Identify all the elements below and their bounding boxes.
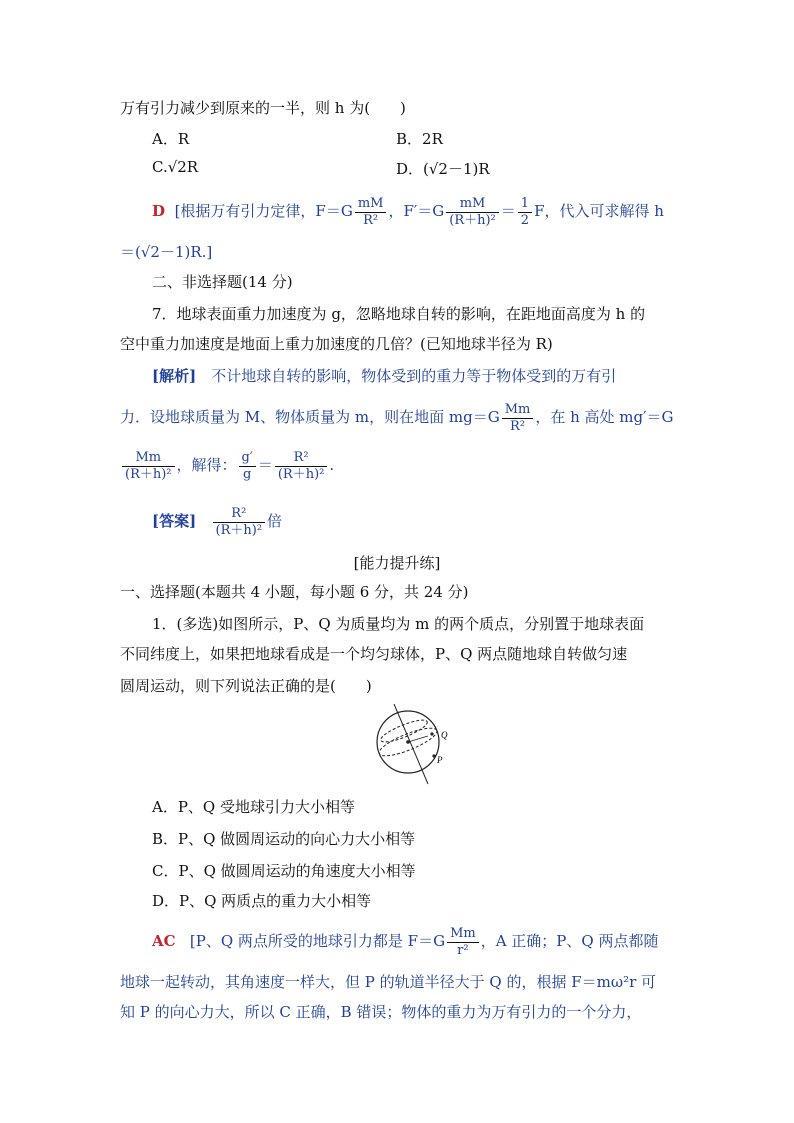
q1-option-c: C．P、Q 做圆周运动的角速度大小相等: [152, 862, 416, 880]
fraction-numerator: mM: [446, 196, 499, 213]
section-choice-title: 一、选择题(本题共 4 小题，每小题 6 分，共 24 分): [120, 583, 469, 601]
q6-option-a: A．R: [152, 130, 190, 148]
q1-answer-text1a: [P、Q 两点所受的地球引力都是 F＝G: [189, 932, 446, 950]
q6-answer-text4: F，代入可求解得 h: [534, 202, 664, 220]
fraction-denominator: r²: [457, 942, 469, 958]
fraction-denominator: 2: [520, 212, 530, 228]
fraction-numerator: R²: [213, 506, 266, 523]
q1-option-b: B．P、Q 做圆周运动的向心力大小相等: [152, 830, 416, 848]
q6-answer-text3: ＝: [500, 202, 516, 220]
fraction-numerator: 1: [518, 196, 532, 213]
earth-figure: [370, 700, 460, 786]
radius-line: [408, 736, 428, 742]
q7-answer-fraction: [213, 506, 266, 539]
q6-answer-text1: [根据万有引力定律，F＝G: [174, 202, 353, 220]
q6-option-c: C.√2R: [152, 158, 199, 176]
q1-answer-line1: [152, 924, 658, 959]
q6-stem-tail: 万有引力减少到原来的一半，则 h 为( ): [120, 99, 406, 117]
q7-fraction-d: [275, 450, 328, 483]
q6-answer-letter: D: [152, 202, 166, 220]
q1-stem-line2: 不同纬度上，如果把地球看成是一个均匀球体，P、Q 两点随地球自转做匀速: [120, 645, 628, 663]
q7-analysis-text3a: ，解得：: [176, 456, 237, 474]
fraction-numerator: Mm: [122, 450, 175, 467]
fraction-numerator: R²: [275, 450, 328, 467]
answer-tag: [答案]: [152, 512, 197, 530]
q7-fraction-c: [239, 450, 256, 483]
fraction-numerator: Mm: [502, 402, 534, 419]
fraction-denominator: R²: [510, 418, 526, 434]
q7-analysis-line2: [120, 400, 674, 435]
q7-answer-line: [152, 504, 282, 539]
fraction-denominator: g: [243, 466, 252, 482]
q7-analysis-text1: 不计地球自转的影响，物体受到的重力等于物体受到的万有引: [196, 367, 617, 385]
q1-option-d: D．P、Q 两质点的重力大小相等: [152, 892, 372, 910]
q1-option-a: A．P、Q 受地球引力大小相等: [152, 798, 355, 816]
q7-analysis-text2b: ，在 h 高处 mg′＝G: [535, 408, 674, 426]
q7-answer-suffix: 倍: [267, 512, 283, 530]
section-non-choice-title: 二、非选择题(14 分): [152, 273, 293, 291]
q7-stem-line1: 7．地球表面重力加速度为 g，忽略地球自转的影响，在距地面高度为 h 的: [152, 305, 646, 323]
q1-stem-line1: 1．(多选)如图所示，P、Q 为质量均为 m 的两个质点，分别置于地球表面: [152, 615, 645, 633]
q1-answer-line3: 知 P 的向心力大，所以 C 正确，B 错误；物体的重力为万有引力的一个分力，: [120, 1003, 642, 1021]
q1-stem-line3: 圆周运动，则下列说法正确的是( ): [120, 677, 372, 695]
q7-analysis-line3: [120, 448, 334, 483]
q7-fraction-b: [122, 450, 175, 483]
q7-analysis-text3b: ＝: [257, 456, 273, 474]
fraction-numerator: mM: [355, 196, 387, 213]
q7-stem-line2: 空中重力加速度是地面上重力加速度的几倍？(已知地球半径为 R): [120, 335, 553, 353]
q6-fraction-3: [518, 196, 532, 229]
fraction-numerator: Mm: [447, 926, 479, 943]
point-q-dot: [430, 732, 433, 735]
analysis-tag: [解析]: [152, 367, 197, 385]
q6-fraction-1: [355, 196, 387, 229]
q6-fraction-2: [446, 196, 499, 229]
fraction-denominator: (R＋h)²: [277, 466, 325, 482]
q1-answer-text1b: ，A 正确；P、Q 两点都随: [480, 932, 659, 950]
q6-option-b: B．2R: [396, 130, 443, 148]
fraction-denominator: (R＋h)²: [215, 522, 263, 538]
q6-option-d: D．(√2－1)R: [396, 160, 490, 178]
fraction-denominator: (R＋h)²: [125, 466, 172, 482]
fraction-numerator: g′: [239, 450, 256, 467]
q1-answer-fraction: [447, 926, 479, 959]
q7-analysis-text2a: 力．设地球质量为 M、物体质量为 m，则在地面 mg＝G: [120, 408, 500, 426]
q6-answer-line1: [152, 194, 664, 229]
fraction-denominator: R²: [363, 212, 379, 228]
fraction-denominator: (R＋h)²: [449, 212, 496, 228]
q6-answer-line2: ＝(√2－1)R.]: [120, 243, 213, 261]
q1-answer-line2: 地球一起转动，其角速度一样大，但 P 的轨道半径大于 Q 的，根据 F＝mω²r 可: [120, 973, 657, 991]
q7-analysis-text3c: .: [329, 456, 335, 474]
q1-answer-letters: AC: [152, 932, 176, 950]
point-p-dot: [432, 754, 435, 757]
point-p-label: P: [437, 755, 443, 765]
q6-answer-text2: ，F′＝G: [388, 202, 445, 220]
ability-section-heading: [能力提升练]: [353, 554, 441, 572]
q7-analysis-line1: [152, 366, 616, 386]
point-q-label: Q: [441, 730, 448, 740]
q7-fraction-a: [502, 402, 534, 435]
